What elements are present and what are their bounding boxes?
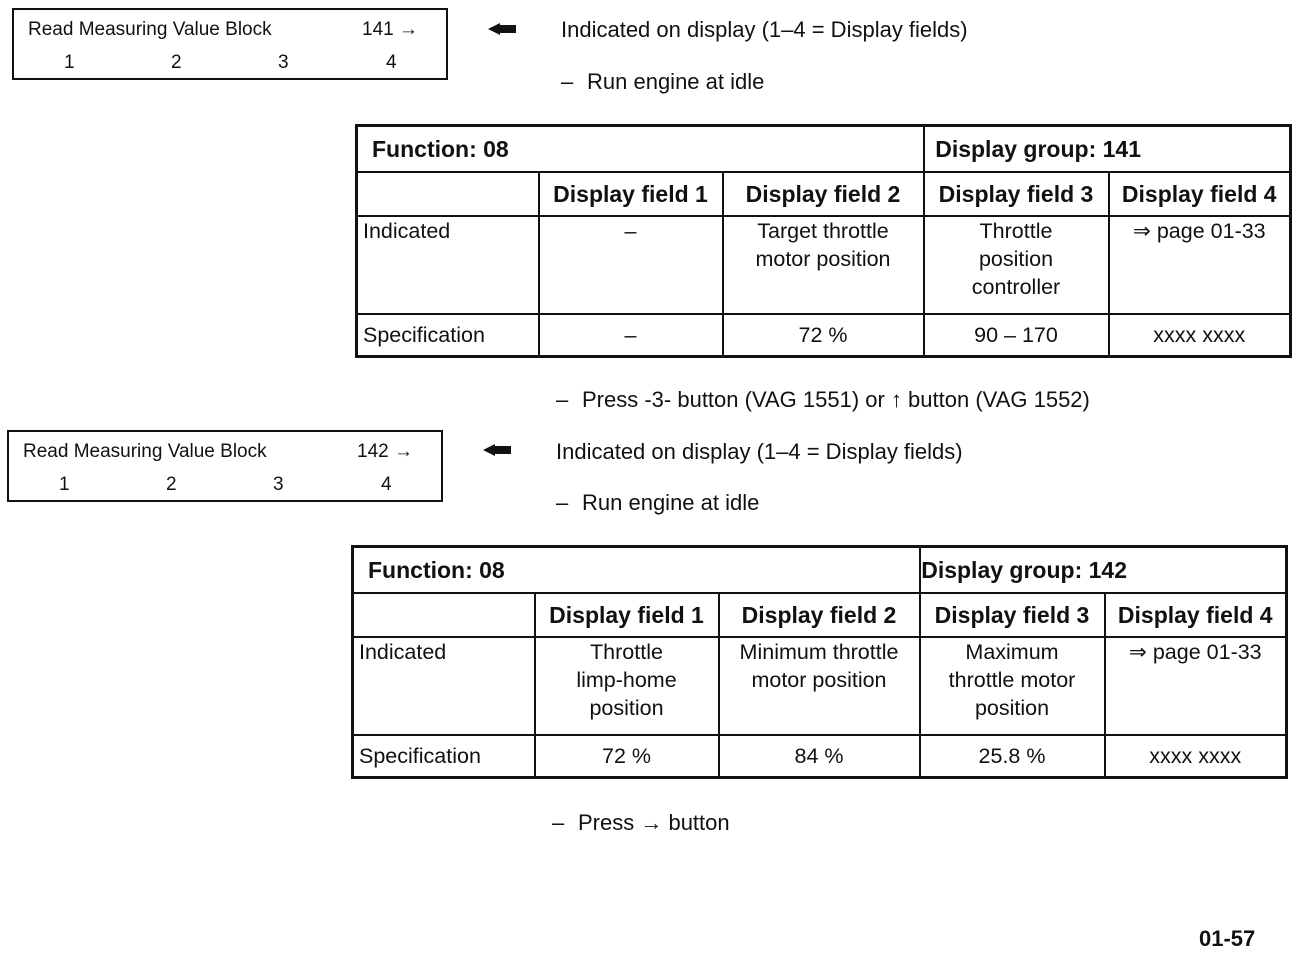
column-header: Display field 2 [719, 593, 920, 637]
indicated-cell: Maximum throttle motor position [920, 637, 1105, 735]
bullet-dash: – [556, 387, 569, 412]
instruction-run-engine [561, 69, 764, 95]
instruction-press-button [556, 387, 1090, 413]
indicated-row [353, 637, 1287, 735]
spec-cell: 72 % [723, 314, 924, 357]
instruction-text: Run engine at idle [582, 490, 760, 515]
display-field-number: 3 [273, 474, 284, 495]
display-title: Read Measuring Value Block [23, 441, 267, 462]
display-group-label: Display group: 141 [924, 126, 1291, 173]
row-label: Specification [357, 314, 539, 357]
instruction-text: Run engine at idle [587, 69, 765, 94]
page-number: 01-57 [1199, 926, 1256, 951]
bullet-dash: – [561, 69, 574, 94]
function-label: Function: 08 [357, 126, 924, 173]
display-field-number: 2 [166, 474, 177, 495]
specification-row [353, 735, 1287, 778]
empty-header-cell [357, 172, 539, 216]
display-group-table-142 [351, 545, 1288, 779]
spec-cell: 90 – 170 [924, 314, 1109, 357]
column-header: Display field 3 [920, 593, 1105, 637]
column-header-row [357, 172, 1291, 216]
spec-cell: xxxx xxxx [1109, 314, 1291, 357]
row-label: Indicated [357, 216, 539, 314]
row-label: Indicated [353, 637, 535, 735]
indicated-cell: Throttle position controller [924, 216, 1109, 314]
column-header: Display field 1 [539, 172, 723, 216]
instruction-text: Press -3- button (VAG 1551) or ↑ button (VAG 1552) [582, 387, 1090, 412]
function-label: Function: 08 [353, 547, 920, 594]
pointer-arrow-icon [483, 443, 513, 457]
measuring-value-display-142 [7, 430, 443, 502]
instruction-run-engine [556, 490, 759, 516]
indicated-on-display-note: Indicated on display (1–4 = Display fields) [556, 439, 963, 464]
instruction-text: Press → button [578, 810, 730, 835]
column-header: Display field 3 [924, 172, 1109, 216]
table-header-row [357, 126, 1291, 173]
display-field-number: 1 [64, 52, 75, 73]
spec-cell: 25.8 % [920, 735, 1105, 778]
spec-cell: xxxx xxxx [1105, 735, 1287, 778]
display-field-number: 2 [171, 52, 182, 73]
column-header-row [353, 593, 1287, 637]
row-label: Specification [353, 735, 535, 778]
spec-cell: – [539, 314, 723, 357]
display-field-number: 4 [381, 474, 392, 495]
display-group-label: Display group: 142 [920, 547, 1287, 594]
display-title: Read Measuring Value Block [28, 19, 272, 40]
bullet-dash: – [556, 490, 569, 515]
indicated-cell: Minimum throttle motor position [719, 637, 920, 735]
display-field-number: 1 [59, 474, 70, 495]
display-field-number: 4 [386, 52, 397, 73]
indicated-row [357, 216, 1291, 314]
instruction-press-arrow-button [552, 810, 730, 836]
display-group-number: 142 → [357, 441, 413, 462]
display-field-number: 3 [278, 52, 289, 73]
table-header-row [353, 547, 1287, 594]
pointer-arrow-icon [488, 22, 518, 36]
indicated-cell: – [539, 216, 723, 314]
bullet-dash: – [552, 810, 565, 835]
spec-cell: 84 % [719, 735, 920, 778]
indicated-cell: Throttle limp-home position [535, 637, 719, 735]
column-header: Display field 2 [723, 172, 924, 216]
column-header: Display field 4 [1105, 593, 1287, 637]
page-reference-link[interactable]: ⇒ page 01-33 [1109, 216, 1291, 314]
specification-row [357, 314, 1291, 357]
column-header: Display field 4 [1109, 172, 1291, 216]
column-header: Display field 1 [535, 593, 719, 637]
spec-cell: 72 % [535, 735, 719, 778]
display-group-table-141 [355, 124, 1292, 358]
indicated-on-display-note: Indicated on display (1–4 = Display fields) [561, 17, 968, 42]
empty-header-cell [353, 593, 535, 637]
page-reference-link[interactable]: ⇒ page 01-33 [1105, 637, 1287, 735]
display-group-number: 141 → [362, 19, 418, 40]
measuring-value-display-141 [12, 8, 448, 80]
indicated-cell: Target throttle motor position [723, 216, 924, 314]
